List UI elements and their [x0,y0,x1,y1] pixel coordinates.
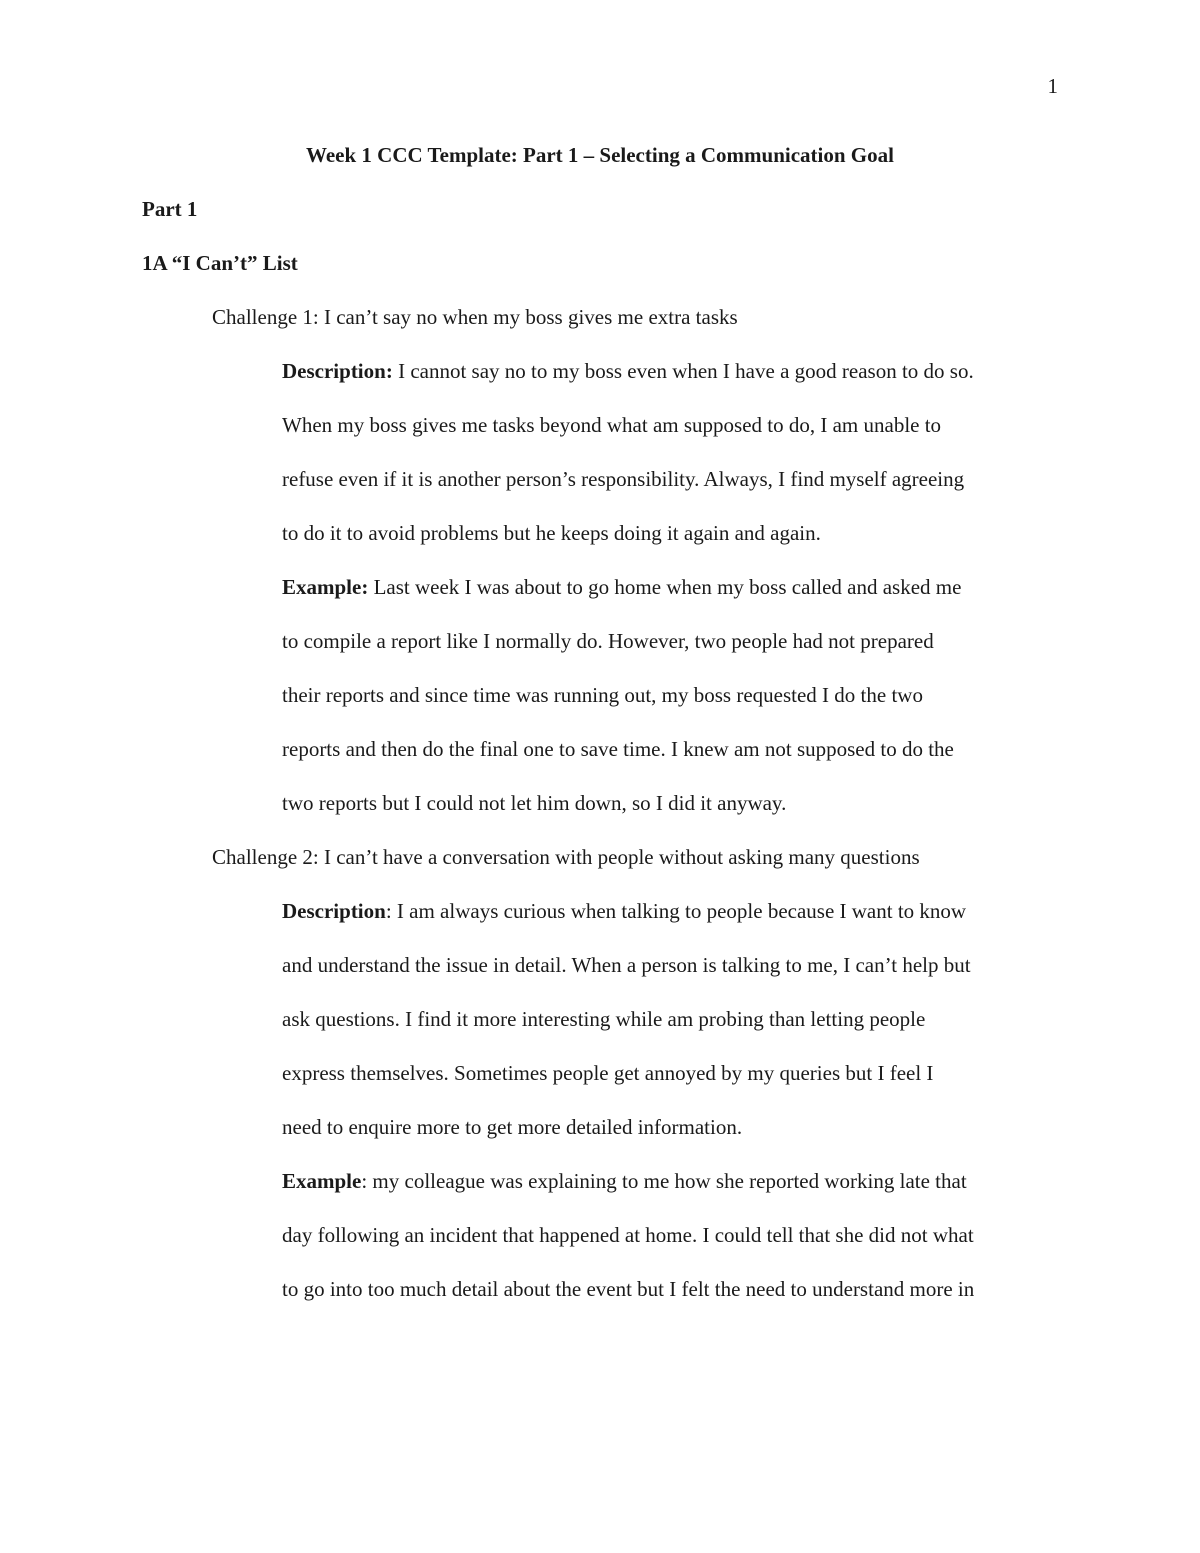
challenge-1-example-line: to compile a report like I normally do. However, two people had not prepared [282,629,934,653]
example-text: Last week I was about to go home when my boss called and asked me [368,575,962,599]
challenge-2-description-line [142,884,1058,938]
challenge-2-description-line: express themselves. Sometimes people get annoyed by my queries but I feel I [282,1061,934,1085]
example-text: : my colleague was explaining to me how she reported working late that [361,1169,967,1193]
challenge-1-description-line [142,344,1058,398]
challenge-2-example-line: to go into too much detail about the event but I felt the need to understand more in [282,1277,975,1301]
section-heading: 1A “I Can’t” List [142,251,298,275]
challenge-2-description-line: and understand the issue in detail. When a person is talking to me, I can’t help but [282,953,971,977]
challenge-1-example-line: two reports but I could not let him down, so I did it anyway. [282,791,787,815]
challenge-1-description-line: When my boss gives me tasks beyond what am supposed to do, I am unable to [282,413,942,437]
challenge-2-heading: Challenge 2: I can’t have a conversation with people without asking many questions [212,845,920,869]
description-text: I cannot say no to my boss even when I have a good reason to do so. [392,359,974,383]
challenge-2-example-line: day following an incident that happened at home. I could tell that she did not what [282,1223,974,1247]
challenge-1-heading: Challenge 1: I can’t say no when my boss gives me extra tasks [212,305,738,329]
challenge-2-description-line: need to enquire more to get more detailed information. [282,1115,743,1139]
example-label: Example: [282,575,369,599]
challenge-1-example-line: reports and then do the final one to save time. I knew am not supposed to do the [282,737,954,761]
document-title: Week 1 CCC Template: Part 1 – Selecting a Communication Goal [306,143,894,167]
description-text: : I am always curious when talking to people because I want to know [385,899,967,923]
challenge-2-description-line: ask questions. I find it more interesting while am probing than letting people [282,1007,926,1031]
challenge-1-description-line: to do it to avoid problems but he keeps doing it again and again. [282,521,821,545]
part-heading: Part 1 [142,197,198,221]
description-label: Description [282,899,386,923]
page-number: 1 [1047,74,1058,98]
document-body [142,128,1058,1316]
challenge-1-example-line: their reports and since time was running out, my boss requested I do the two [282,683,923,707]
challenge-1-description-line: refuse even if it is another person’s responsibility. Always, I find myself agreeing [282,467,965,491]
challenge-1-example-line [142,560,1058,614]
example-label: Example [282,1169,362,1193]
description-label: Description: [282,359,393,383]
challenge-2-example-line [142,1154,1058,1208]
